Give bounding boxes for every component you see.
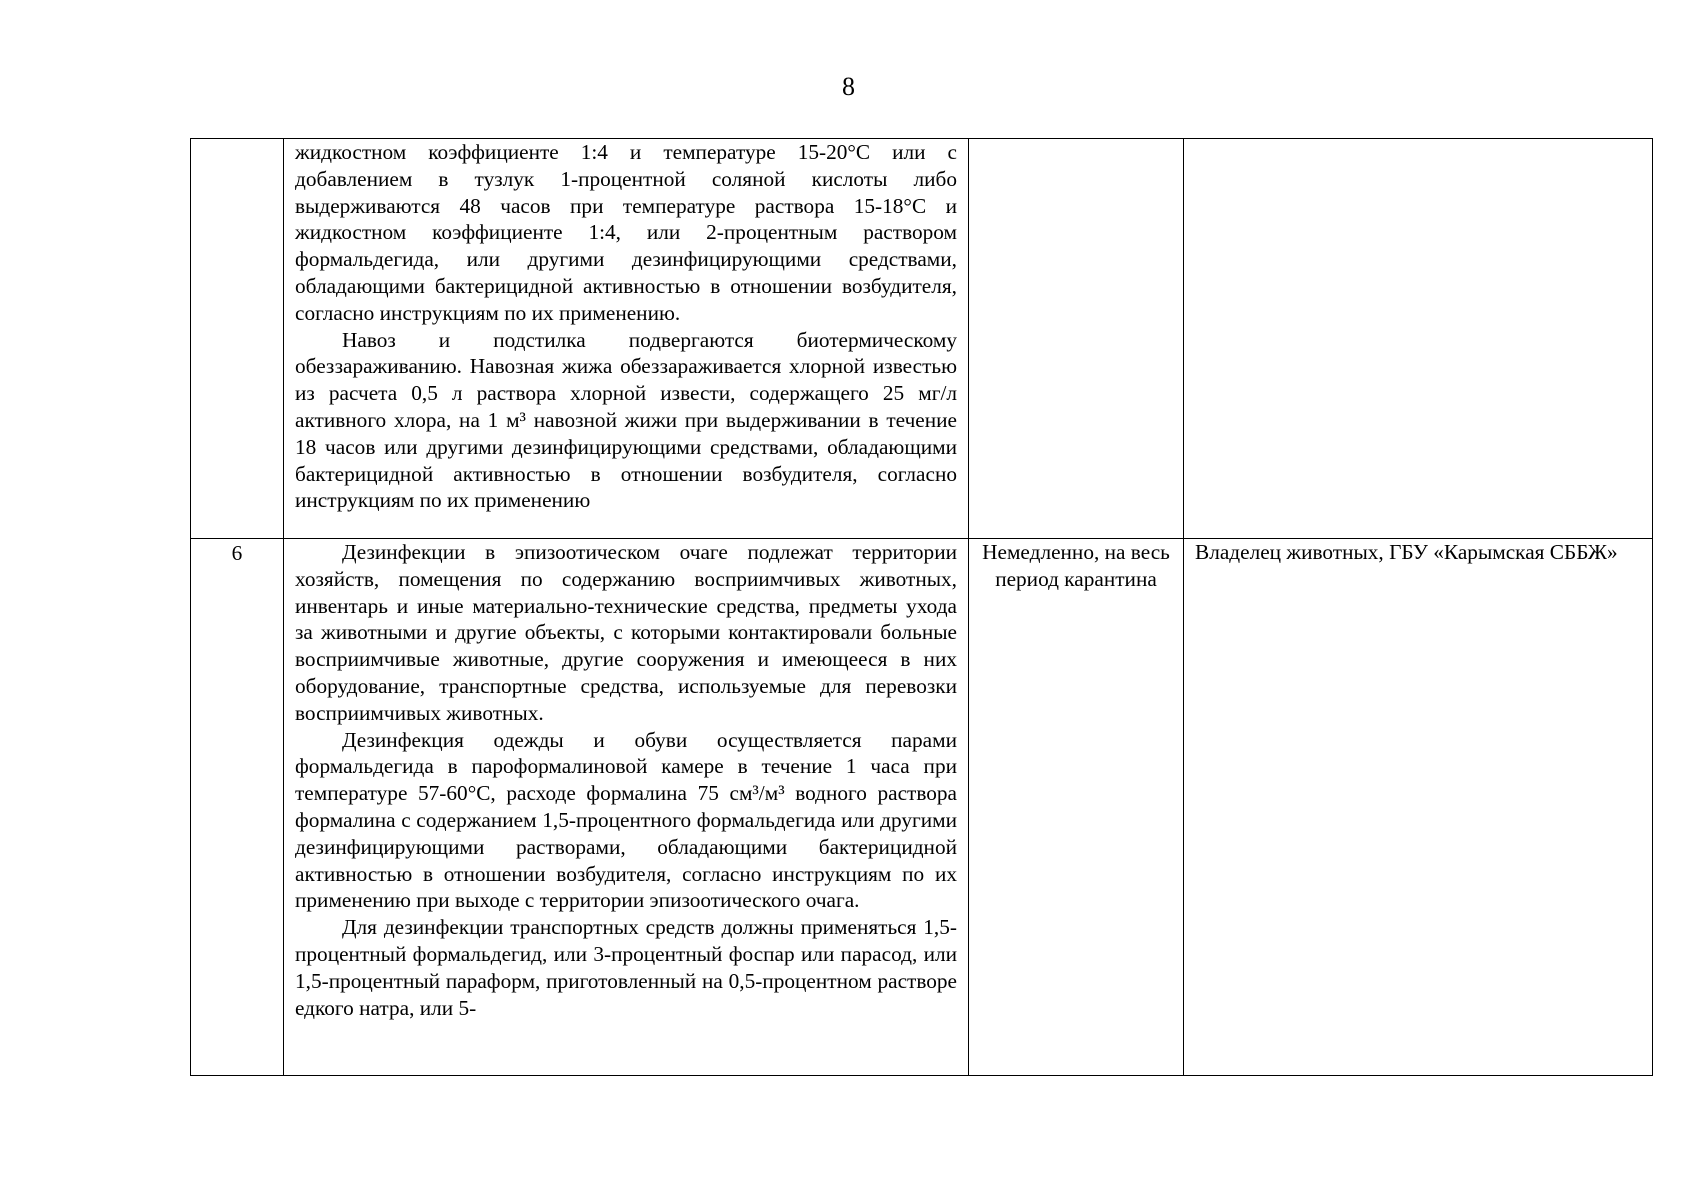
- responsible-cell: [1184, 139, 1653, 539]
- row-number-cell: [191, 539, 284, 1076]
- measure-paragraph: Для дезинфекции транспортных средств должны применяться 1,5-процентный формальдегид, или 3-процентный фоспар или парасод, или 1,5-процентный параформ, приготовленный на 0,5-процентном растворе едкого натра, или 5-: [295, 915, 957, 1020]
- responsible-cell: [1184, 539, 1653, 1076]
- deadline-cell: [969, 139, 1184, 539]
- page-number: 8: [842, 72, 855, 101]
- measure-text-cell: [284, 139, 969, 539]
- deadline-text: Немедленно, на весь период карантина: [982, 540, 1170, 591]
- measure-paragraph: жидкостном коэффициенте 1:4 и температуре 15-20°С или с добавлением в тузлук 1-процентной соляной кислоты либо выдерживаются 48 часов при температуре раствора 15-18°С и жидкостном коэффициенте 1:4, или 2-процентным раствором формальдегида, или другими дезинфицирующими средствами, обладающими бактерицидной активностью в отношении возбудителя, согласно инструкциям по их применению.: [295, 140, 957, 325]
- responsible-text: Владелец животных, ГБУ «Карымская СББЖ»: [1195, 540, 1618, 564]
- table-row: [191, 539, 1653, 1076]
- row-number: [191, 139, 283, 140]
- measures-table: [190, 138, 1653, 1076]
- measure-paragraph: Навоз и подстилка подвергаются биотермическому обеззараживанию. Навозная жижа обеззараживается хлорной известью из расчета 0,5 л раствора хлорной извести, содержащего 25 мг/л активного хлора, на 1 м³ навозной жижи при выдерживании в течение 18 часов или другими дезинфицирующими средствами, обладающими бактерицидной активностью в отношении возбудителя, согласно инструкциям по их применению: [295, 327, 957, 513]
- row-number-cell: [191, 139, 284, 539]
- measure-text-cell: [284, 539, 969, 1076]
- table-row: [191, 139, 1653, 539]
- row-number: 6: [231, 541, 243, 565]
- deadline-cell: [969, 539, 1184, 1076]
- measure-paragraph: Дезинфекция одежды и обуви осуществляется парами формальдегида в пароформалиновой камере в течение 1 часа при температуре 57-60°С, расходе формалина 75 см³/м³ водного раствора формалина с содержанием 1,5-процентного формальдегида или другими дезинфицирующими растворами, обладающими бактерицидной активностью в отношении возбудителя, согласно инструкциям по их применению при выходе с территории эпизоотического очага.: [295, 727, 957, 913]
- measure-paragraph: Дезинфекции в эпизоотическом очаге подлежат территории хозяйств, помещения по содержанию восприимчивых животных, инвентарь и иные материально-технические средства, предметы ухода за животными и другие объекты, с которыми контактировали больные восприимчивые животные, другие сооружения и имеющееся в них оборудование, транспортные средства, используемые для перевозки восприимчивых животных.: [295, 540, 957, 725]
